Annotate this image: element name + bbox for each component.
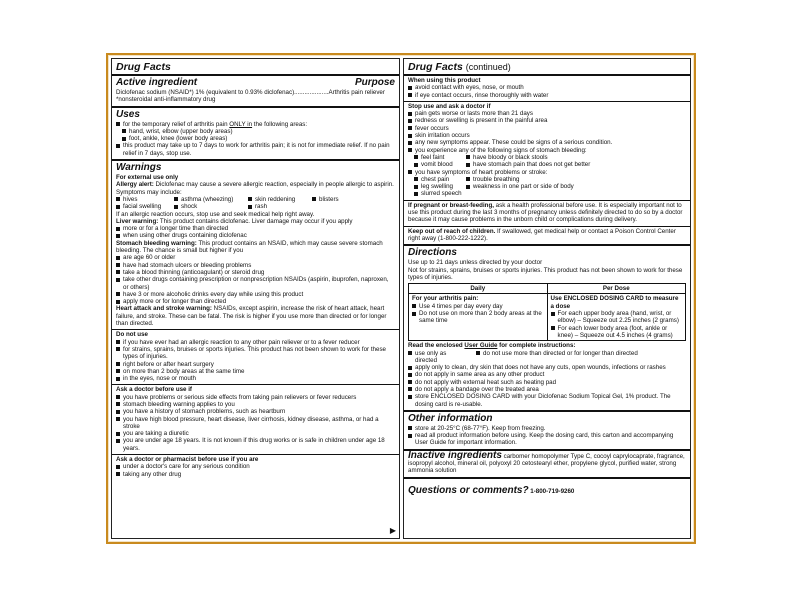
dosing-daily-cell: For your arthritis pain: Use 4 times per day every day Do not use on more than 2 body areas at the same time [409,294,548,341]
inactive-ingredients-section [404,451,690,479]
uses-item: this product may take up to 7 days to work for arthritis pain; it is not for immediate relief. If no pain relief in 7 days, stop use. [116,142,395,157]
external-use-text: For external use only [116,174,179,182]
other-information-item: store at 20-25°C (68-77°F). Keep from freezing. [408,425,686,432]
bleeding-sign-row: vomit blood have stomach pain that does not get better [408,161,686,168]
directions-heading: Directions [408,247,457,259]
uses-item: for the temporary relief of arthritis pain ONLY in the following areas: [116,121,395,128]
liver-warning: Liver warning: This product contains diclofenac. Liver damage may occur if you apply [116,217,353,225]
uses-heading: Uses [116,108,140,120]
liver-item: more or for a longer time than directed [116,225,395,232]
user-guide-heading: Read the enclosed User Guide for complete instructions: [408,342,576,350]
do-not-use-item: for strains, sprains, bruises or sports injuries. This product has not been shown to work for these types of injuries. [116,346,395,361]
stop-use-item: fever occurs [408,125,686,132]
questions-heading: Questions or comments? [408,484,529,496]
when-using-item: avoid contact with eyes, nose, or mouth [408,84,686,91]
do-not-use-heading: Do not use [116,331,148,339]
dosing-table [408,283,686,341]
heart-sign-item: slurred speech [408,190,686,197]
questions-phone: 1-800-719-9260 [528,487,575,495]
symptom-row: facial swelling shock rash [116,203,395,210]
ask-doctor-item: you have high blood pressure, heart disease, liver cirrhosis, kidney disease, asthma, or had a stroke [116,416,395,431]
ask-doctor-section [112,385,399,455]
ask-doctor-item: you have a history of stomach problems, such as heartburn [116,408,395,415]
keep-out-of-reach-section [404,227,690,247]
do-not-use-item: on more than 2 body areas at the same time [116,368,395,375]
purpose-heading: Purpose [354,77,395,88]
pregnancy-section [404,201,690,227]
ask-doctor-item: you are taking a diuretic [116,430,395,437]
directions-item: apply only to clean, dry skin that does not have any cuts, open wounds, infections or rashes [408,364,686,371]
drug-facts-left-column [111,58,400,539]
stop-use-item: any new symptoms appear. These could be signs of a serious condition. [408,139,686,146]
active-ingredient-text: Diclofenac sodium (NSAID*) 1% (equivalent to 0.93% diclofenac)....................Arthritis pain reliever [116,89,385,96]
stomach-item: have 3 or more alcoholic drinks every day while using this product [116,291,395,298]
continue-arrow-icon: ▶ [389,526,396,535]
dosing-column-per-dose: Per Dose [547,284,686,294]
questions-text [408,480,686,498]
when-using-item: if eye contact occurs, rinse thoroughly with water [408,92,686,99]
heart-sign-row: leg swelling weakness in one part or side of body [408,183,686,190]
stop-use-item: redness or swelling is present in the painful area [408,117,686,124]
nsaid-footnote: *nonsteroidal anti-inflammatory drug [116,96,216,104]
when-using-heading: When using this product [408,77,481,84]
uses-section [112,108,399,161]
stomach-warning: Stomach bleeding warning: This product contains an NSAID, which may cause severe stomach bleeding. The chance is small but higher if you [116,239,383,255]
directions-item: store ENCLOSED DOSING CARD with your Diclofenac Sodium Topical Gel, 1% product. The dosing card is re-usable. [408,393,686,408]
symptom-row: hives asthma (wheezing) skin reddening blisters [116,196,395,203]
directions-item: use only as directed do not use more than directed or for longer than directed [408,350,686,365]
stop-use-section [404,102,690,201]
directions-text: Use up to 21 days unless directed by your doctor [408,259,543,267]
symptoms-label: Symptoms may include: [116,188,182,196]
ask-doctor-item: stomach bleeding warning applies to you [116,401,395,408]
stomach-item: have had stomach ulcers or bleeding problems [116,262,395,269]
inactive-ingredients-text: Inactive ingredients carbomer homopolymer Type C, cocoyl caprylocaprate, fragrance, isopropyl alcohol, mineral oil, polyoxyl 20 cetostearyl ether, propylene glycol, purified water, strong ammonia solution [408,449,685,475]
dosing-column-daily: Daily [409,284,548,294]
ask-pharmacist-item: under a doctor's care for any serious condition [116,463,395,470]
do-not-use-item: if you have ever had an allergic reaction to any other pain reliever or to a fever reducer [116,339,395,346]
drug-facts-continued-title: Drug Facts (continued) [404,59,690,76]
stop-use-heading: Stop use and ask a doctor if [408,102,491,110]
ask-pharmacist-item: taking any other drug [116,471,395,478]
inactive-ingredients-heading: Inactive ingredients [408,449,502,461]
stop-use-item: pain gets worse or lasts more than 21 days [408,110,686,117]
do-not-use-section [112,330,399,385]
active-ingredient-heading: Active ingredient [116,77,198,88]
do-not-use-item: right before or after heart surgery [116,361,395,368]
drug-facts-title: Drug Facts [112,59,399,76]
other-information-item: read all product information before using. Keep the dosing card, this carton and accompanying User Guide for important information. [408,432,686,447]
stomach-item: take other drugs containing prescription or nonprescription NSAIDs (aspirin, ibuprofen, naproxen, or others) [116,276,395,291]
drug-facts-label [106,53,696,544]
ask-doctor-item: you have problems or serious side effects from taking pain relievers or fever reducers [116,394,395,401]
warnings-heading: Warnings [116,162,162,174]
heart-warning: Heart attack and stroke warning: NSAIDs, except aspirin, increase the risk of heart attack, heart failure, and stroke. These can be fatal. The risk is higher if you use more than directed or for longer than directed. [116,305,387,328]
uses-subitem: foot, ankle, knee (lower body areas) [116,135,395,142]
dosing-per-dose-cell: Use ENCLOSED DOSING CARD to measure a dose For each upper body area (hand, wrist, or elbow) – Squeeze out 2.25 inches (2 grams) For each lower body area (foot, ankle or knee) – Squeeze out 4.5 inches (4 grams) [547,294,686,341]
stop-use-item: skin irritation occurs [408,132,686,139]
directions-item: do not apply with external heat such as heating pad [408,379,686,386]
other-information-section [404,412,690,451]
liver-item: when using other drugs containing diclofenac [116,232,395,239]
stomach-item: take a blood thinning (anticoagulant) or steroid drug [116,269,395,276]
pregnancy-text: If pregnant or breast-feeding, ask a health professional before use. It is especially important not to use this product during the last 3 months of pregnancy unless definitely directed to do so by a doctor because it may cause problems in the unborn child or complications during delivery. [408,201,683,224]
keep-out-of-reach-text: Keep out of reach of children. If swallowed, get medical help or contact a Poison Control Center right away (1-800-222-1222). [408,227,676,242]
when-using-section [404,76,690,102]
directions-section [404,246,690,412]
warnings-section [112,161,399,330]
questions-section [404,479,690,538]
directions-item: do not apply a bandage over the treated area [408,386,686,393]
bleeding-sign-row: feel faint have bloody or black stools [408,154,686,161]
stop-use-item: you have symptoms of heart problems or stroke: [408,169,686,176]
ask-doctor-item: you are under age 18 years. It is not known if this drug works or is safe in children under age 18 years. [116,437,395,452]
stop-use-item: you experience any of the following signs of stomach bleeding: [408,147,686,154]
directions-text: Not for strains, sprains, bruises or sports injuries. This product has not been shown to work for these types of injuries. [408,266,683,281]
ask-doctor-heading: Ask a doctor before use if [116,386,192,394]
ask-pharmacist-heading: Ask a doctor or pharmacist before use if you are [116,456,259,464]
stomach-item: are age 60 or older [116,254,395,261]
allergy-alert: Allergy alert: Diclofenac may cause a severe allergic reaction, especially in people allergic to aspirin. [116,181,394,189]
drug-facts-right-column [403,58,691,539]
ask-pharmacist-section [112,455,399,538]
allergy-action-text: If an allergic reaction occurs, stop use and seek medical help right away. [116,210,315,218]
heart-sign-row: chest pain trouble breathing [408,176,686,183]
do-not-use-item: in the eyes, nose or mouth [116,375,395,382]
stomach-item: apply more or for longer than directed [116,298,395,305]
uses-subitem: hand, wrist, elbow (upper body areas) [116,128,395,135]
active-ingredient-section [112,76,399,108]
other-information-heading: Other information [408,412,493,424]
directions-item: do not apply in same area as any other product [408,371,686,378]
